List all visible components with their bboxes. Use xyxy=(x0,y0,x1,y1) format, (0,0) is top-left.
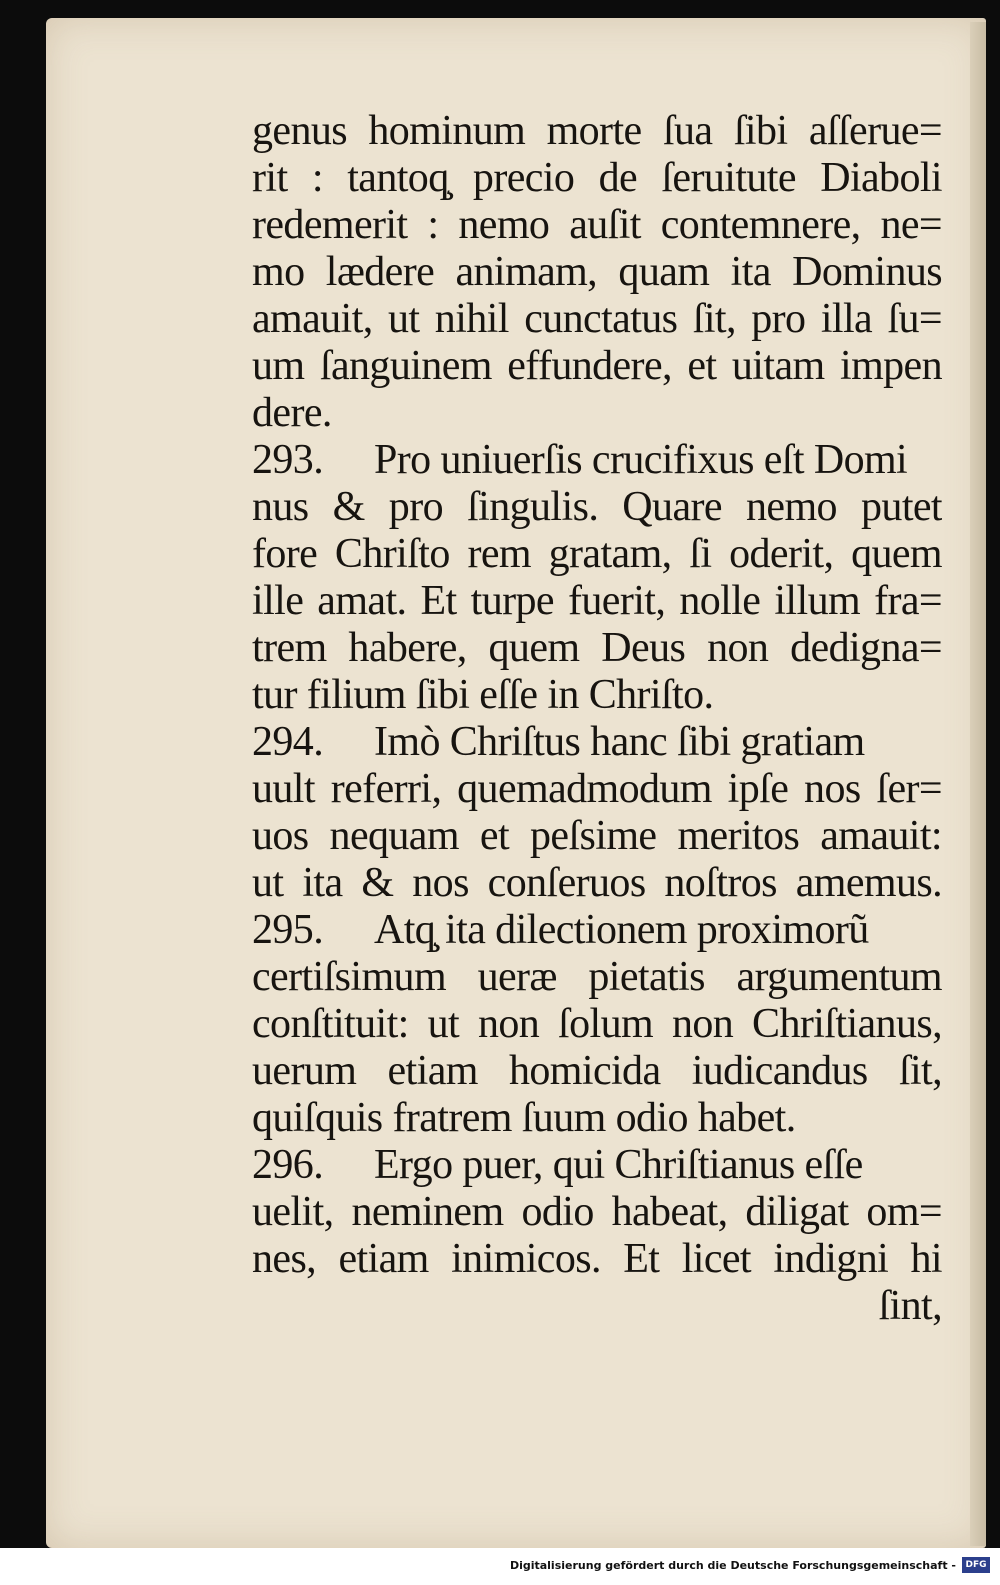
paragraph-number: 294. xyxy=(252,719,324,765)
text-line: fore Chriſto rem gratam, ſi oderit, quem xyxy=(252,531,942,577)
text-line: Ergo puer, qui Chriſtianus eſſe xyxy=(374,1142,863,1188)
text-line: amauit, ut nihil cunctatus ſit, pro illa ſu= xyxy=(252,296,942,342)
text-line: Atq̧ ita dilectionem proximorũ xyxy=(374,907,869,953)
text-line: rit : tantoq̧ precio de ſeruitute Diaboli xyxy=(252,155,942,201)
text-line: Pro uniuerſis crucifixus eſt Domi xyxy=(374,437,908,483)
paragraph-number: 295. xyxy=(252,907,324,953)
text-line: trem habere, quem Deus non dedigna= xyxy=(252,625,942,671)
paragraph-first-line xyxy=(252,719,942,766)
text-line: ille amat. Et turpe fuerit, nolle illum fra= xyxy=(252,578,942,624)
text-line: uelit, neminem odio habeat, diligat om= xyxy=(252,1189,942,1235)
text-line: nes, etiam inimicos. Et licet indigni hi xyxy=(252,1236,942,1282)
paragraph-number: 296. xyxy=(252,1142,324,1188)
text-line: nus & pro ſingulis. Quare nemo putet xyxy=(252,484,942,530)
text-line: quiſquis fratrem ſuum odio habet. xyxy=(252,1095,796,1141)
funding-notice: Digitalisierung gefördert durch die Deutsche Forschungsgemeinschaft - xyxy=(509,1559,956,1572)
text-line: genus hominum morte ſua ſibi aſſerue= xyxy=(252,108,942,154)
text-line: um ſanguinem effundere, et uitam impen xyxy=(252,343,942,389)
text-line: ut ita & nos conſeruos noſtros amemus. xyxy=(252,860,942,906)
text-line: certiſsimum ueræ pietatis argumentum xyxy=(252,954,942,1000)
text-line: redemerit : nemo auſit contemnere, ne= xyxy=(252,202,942,248)
text-block xyxy=(252,108,942,1330)
catchword: ſint, xyxy=(878,1283,942,1329)
text-line: uult referri, quemadmodum ipſe nos ſer= xyxy=(252,766,942,812)
text-line: mo lædere animam, quam ita Dominus xyxy=(252,249,942,295)
paragraph-first-line xyxy=(252,907,942,954)
page-edge xyxy=(970,22,986,1546)
text-line: uos nequam et peſsime meritos amauit: xyxy=(252,813,942,859)
text-line: uerum etiam homicida iudicandus ſit, xyxy=(252,1048,942,1094)
text-line: Imò Chriſtus hanc ſibi gratiam xyxy=(374,719,865,765)
text-line: tur filium ſibi eſſe in Chriſto. xyxy=(252,672,714,718)
text-line: dere. xyxy=(252,390,332,436)
paragraph-first-line xyxy=(252,1142,942,1189)
dfg-logo: DFG xyxy=(962,1557,990,1573)
text-line: conſtituit: ut non ſolum non Chriſtianus, xyxy=(252,1001,942,1047)
paragraph-first-line xyxy=(252,437,942,484)
paragraph-number: 293. xyxy=(252,437,324,483)
footer-bar xyxy=(0,1548,1000,1585)
